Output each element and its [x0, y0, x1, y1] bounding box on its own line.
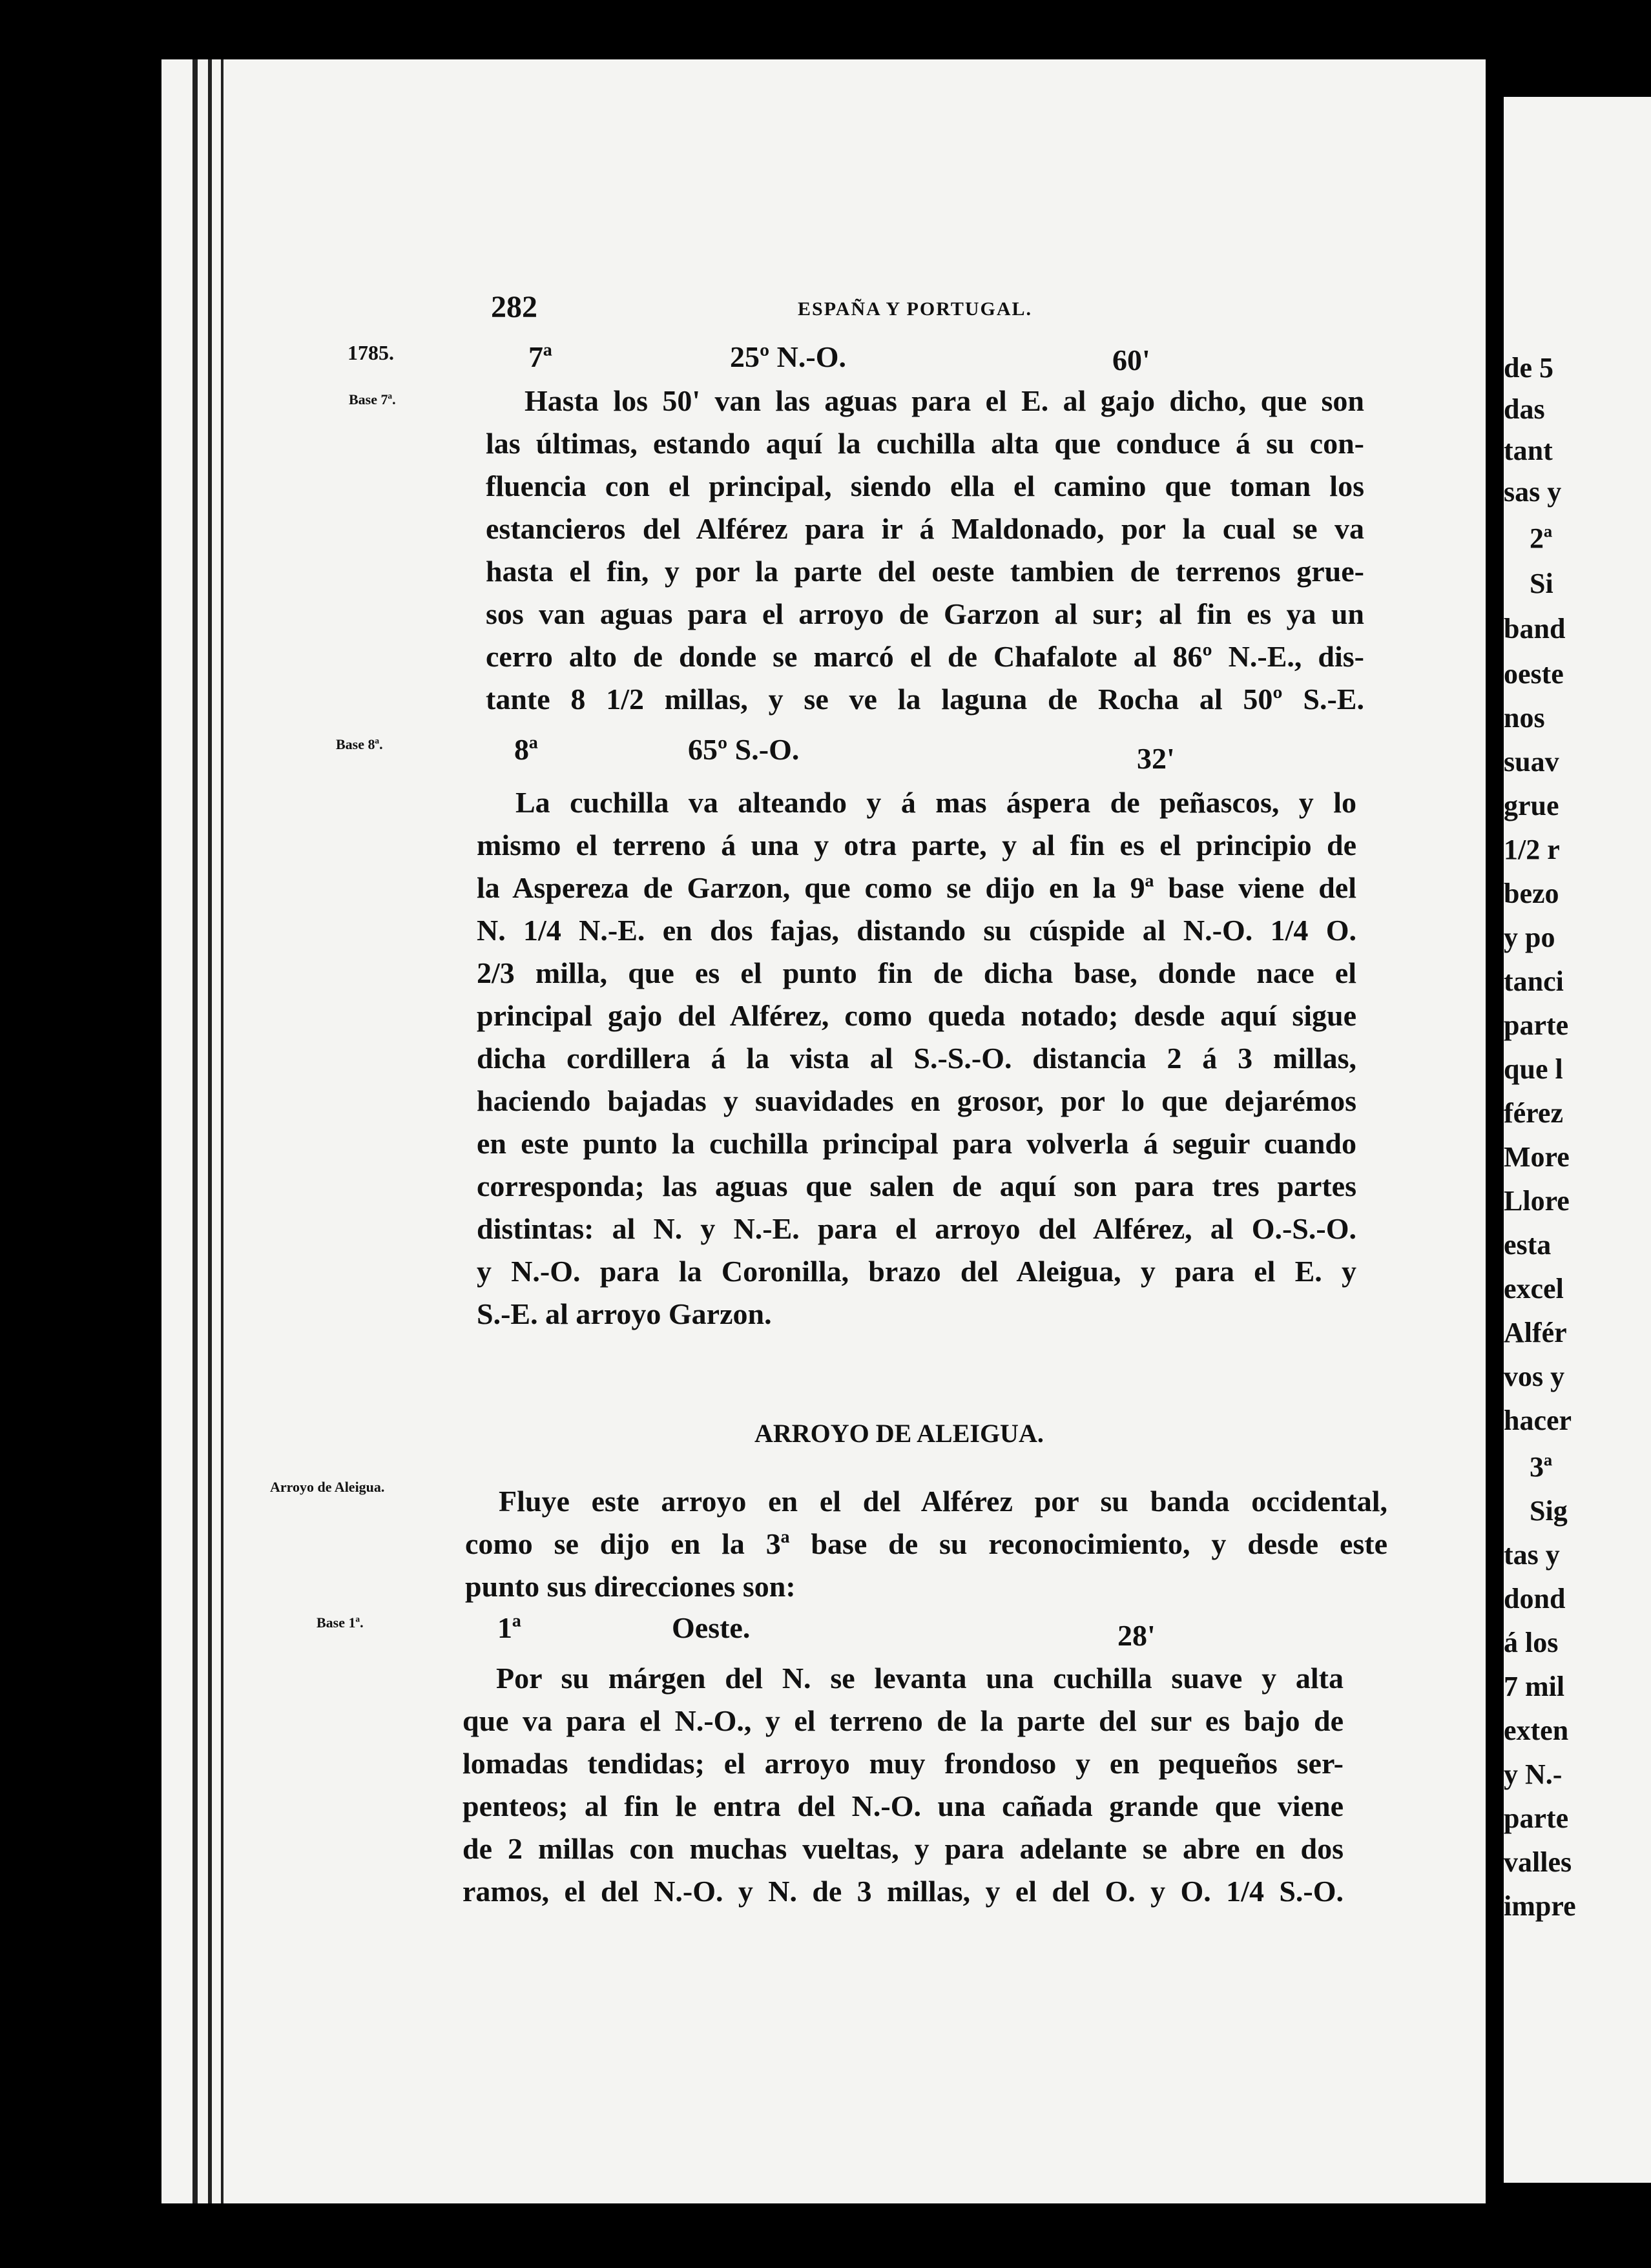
facing-page-line: á los [1504, 1627, 1559, 1658]
facing-page-line: exten [1504, 1715, 1569, 1746]
text-line: La cuchilla va alteando y á mas áspera de peñascos, y lo [515, 786, 1356, 819]
text-line: como se dijo en la 3ª base de su reconocimiento, y desde este [465, 1527, 1387, 1560]
running-title: ESPAÑA Y PORTUGAL. [798, 298, 1033, 320]
facing-page-line: Llore [1504, 1185, 1570, 1217]
text-line: cerro alto de donde se marcó el de Chafalote al 86º N.-E., dis- [486, 640, 1364, 673]
text-line: penteos; al fin le entra del N.-O. una cañada grande que viene [462, 1789, 1344, 1822]
facing-page [1504, 97, 1651, 2183]
entry-distance: 28' [1117, 1619, 1156, 1652]
entry-ordinal: 7ª [528, 340, 552, 373]
text-line: la Aspereza de Garzon, que como se dijo en la 9ª base viene del [477, 871, 1356, 904]
facing-page-line: vos y [1504, 1361, 1565, 1392]
margin-base-7: Base 7ª. [349, 391, 396, 407]
text-line: hasta el fin, y por la parte del oeste tambien de terrenos grue- [486, 555, 1364, 588]
facing-page-line: Sig [1530, 1495, 1568, 1527]
text-line: estancieros del Alférez para ir á Maldonado, por la cual se va [486, 512, 1364, 545]
text-line: N. 1/4 N.-E. en dos fajas, distando su cúspide al N.-O. 1/4 O. [477, 914, 1356, 947]
text-line: y N.-O. para la Coronilla, brazo del Aleigua, y para el E. y [477, 1255, 1356, 1288]
text-line: principal gajo del Alférez, como queda notado; desde aquí sigue [477, 999, 1356, 1032]
entry-distance: 60' [1112, 344, 1150, 376]
paragraph-arroyo-intro [465, 1480, 1387, 1608]
facing-page-line: tanci [1504, 965, 1564, 997]
text-line: dicha cordillera á la vista al S.-S.-O. distancia 2 á 3 millas, [477, 1042, 1356, 1075]
facing-page-line: de 5 [1504, 352, 1553, 384]
facing-page-line: impre [1504, 1890, 1576, 1922]
facing-page-line: tant [1504, 435, 1553, 466]
paragraph-base-1 [462, 1657, 1344, 1913]
page-number: 282 [491, 290, 537, 324]
facing-page-line: parte [1504, 1009, 1569, 1041]
facing-page-line: dond [1504, 1583, 1566, 1614]
facing-page-line: esta [1504, 1229, 1552, 1261]
facing-page-line: hacer [1504, 1405, 1572, 1436]
facing-page-line: excel [1504, 1273, 1564, 1304]
margin-base-8: Base 8ª. [336, 736, 383, 752]
text-line: 2/3 milla, que es el punto fin de dicha base, donde nace el [477, 956, 1356, 989]
text-line: Fluye este arroyo en el del Alférez por su banda occidental, [499, 1485, 1387, 1518]
facing-page-line: valles [1504, 1846, 1572, 1878]
facing-page-line: sas y [1504, 476, 1562, 508]
paragraph-base-8 [477, 781, 1356, 1335]
facing-page-line: 7 mil [1504, 1671, 1565, 1702]
text-line: distintas: al N. y N.-E. para el arroyo del Alférez, al O.-S.-O. [477, 1212, 1356, 1245]
page-spine-edge [208, 59, 212, 2203]
facing-page-line: Si [1530, 568, 1553, 599]
facing-page-line: tas y [1504, 1539, 1560, 1571]
text-line: ramos, el del N.-O. y N. de 3 millas, y el del O. y O. 1/4 S.-O. [462, 1875, 1344, 1908]
entry-bearing: 65º S.-O. [688, 733, 800, 766]
facing-page-line: das [1504, 393, 1545, 425]
facing-page-line: grue [1504, 790, 1559, 821]
facing-page-line: 1/2 r [1504, 834, 1560, 865]
entry-ordinal: 1ª [497, 1611, 521, 1644]
page-spine-edge [192, 59, 198, 2203]
margin-base-1: Base 1ª. [317, 1614, 364, 1631]
text-line: mismo el terreno á una y otra parte, y al fin es el principio de [477, 829, 1356, 861]
facing-page-line: suav [1504, 746, 1559, 778]
facing-page-line: bezo [1504, 878, 1559, 909]
text-line: en este punto la cuchilla principal para volverla á seguir cuando [477, 1127, 1356, 1160]
text-line: tante 8 1/2 millas, y se ve la laguna de Rocha al 50º S.-E. [486, 683, 1364, 716]
page-spine-edge [221, 59, 223, 2203]
facing-page-line: y po [1504, 922, 1555, 953]
facing-page-line: férez [1504, 1097, 1563, 1129]
facing-page-line: 3ª [1530, 1451, 1553, 1483]
text-line: haciendo bajadas y suavidades en grosor, por lo que dejarémos [477, 1084, 1356, 1117]
facing-page-line: parte [1504, 1802, 1569, 1834]
facing-page-line: band [1504, 613, 1566, 644]
section-title: ARROYO DE ALEIGUA. [754, 1419, 1044, 1448]
text-line: sos van aguas para el arroyo de Garzon al sur; al fin es ya un [486, 597, 1364, 630]
text-line: Hasta los 50' van las aguas para el E. al gajo dicho, que son [524, 384, 1364, 417]
entry-ordinal: 8ª [514, 733, 538, 766]
text-line: corresponda; las aguas que salen de aquí son para tres partes [477, 1170, 1356, 1202]
facing-page-line: oeste [1504, 658, 1564, 690]
margin-year: 1785. [348, 341, 394, 364]
text-line: que va para el N.-O., y el terreno de la parte del sur es bajo de [462, 1704, 1344, 1737]
text-line: S.-E. al arroyo Garzon. [477, 1297, 772, 1330]
facing-page-line: 2ª [1530, 522, 1553, 554]
facing-page-line: y N.- [1504, 1758, 1563, 1790]
text-line: fluencia con el principal, siendo ella el camino que toman los [486, 469, 1364, 502]
facing-page-line: More [1504, 1141, 1570, 1173]
text-line: lomadas tendidas; el arroyo muy frondoso y en pequeños ser- [462, 1747, 1344, 1780]
entry-bearing: Oeste. [672, 1611, 751, 1644]
text-line: punto sus direcciones son: [465, 1570, 796, 1603]
text-line: Por su márgen del N. se levanta una cuchilla suave y alta [496, 1662, 1344, 1695]
text-line: de 2 millas con muchas vueltas, y para adelante se abre en dos [462, 1832, 1344, 1865]
paragraph-base-7 [486, 380, 1364, 721]
facing-page-line: Alfér [1504, 1317, 1567, 1348]
entry-distance: 32' [1137, 742, 1175, 775]
text-line: las últimas, estando aquí la cuchilla alta que conduce á su con- [486, 427, 1364, 460]
facing-page-line: que l [1504, 1053, 1563, 1085]
facing-page-line: nos [1504, 702, 1545, 734]
margin-arroyo: Arroyo de Aleigua. [270, 1479, 385, 1495]
entry-bearing: 25º N.-O. [730, 340, 847, 373]
